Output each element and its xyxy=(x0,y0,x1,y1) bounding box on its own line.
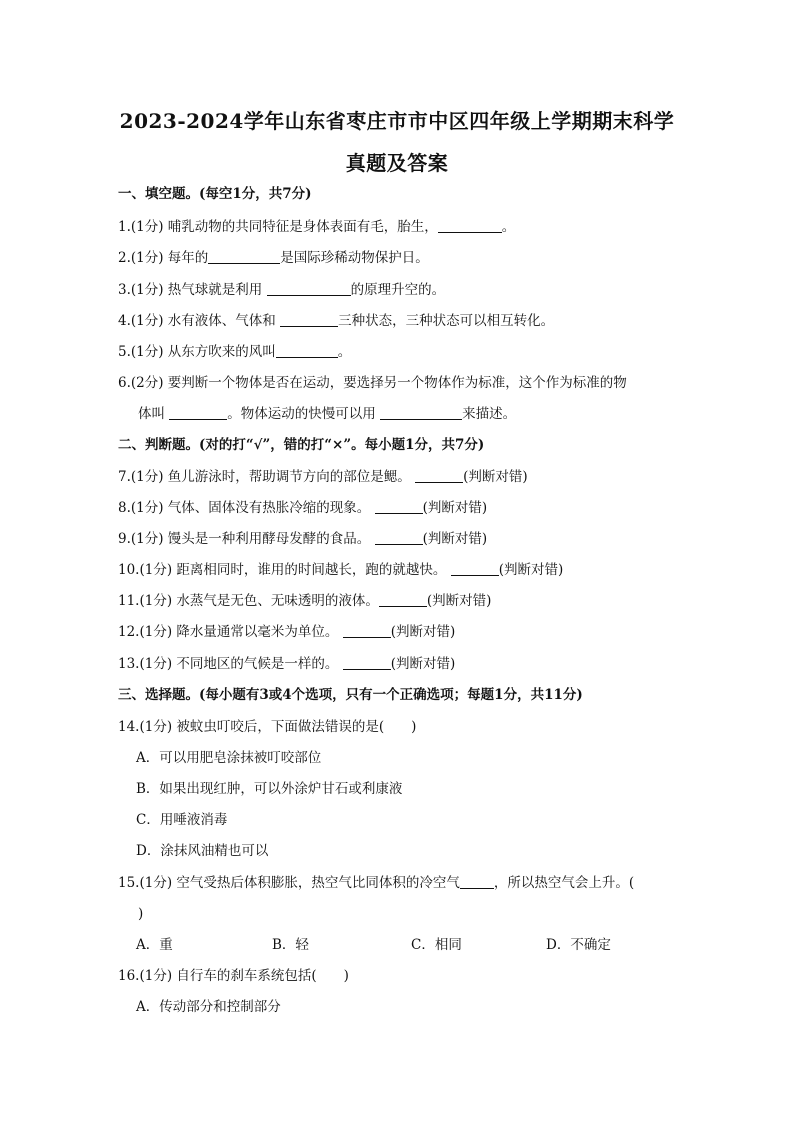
judge-label: (判断对错) xyxy=(426,593,492,609)
answer-blank[interactable] xyxy=(208,249,280,264)
question-13 xyxy=(118,655,455,673)
question-15-option-d[interactable]: D．不确定 xyxy=(546,937,611,953)
question-10-text: 10.(1分) 距离相同时，谁用的时间越长，跑的就越快。 xyxy=(118,562,451,578)
question-1 xyxy=(118,218,515,236)
judge-label: (判断对错) xyxy=(390,624,456,640)
question-6-text-c: 来描述。 xyxy=(462,406,517,422)
question-15-text: 15.(1分) 空气受热后体积膨胀，热空气比同体积的冷空气 xyxy=(118,875,460,891)
judge-label: (判断对错) xyxy=(422,531,488,547)
question-15-stem-line-2: ) xyxy=(138,906,144,922)
question-7-text: 7.(1分) 鱼儿游泳时，帮助调节方向的部位是鳃。 xyxy=(118,469,416,485)
answer-blank[interactable] xyxy=(343,623,391,638)
question-12 xyxy=(118,623,455,641)
answer-blank[interactable] xyxy=(380,405,462,420)
question-9 xyxy=(118,530,487,548)
question-4 xyxy=(118,312,554,330)
answer-blank[interactable] xyxy=(438,218,502,233)
section-2-heading: 二、判断题。(对的打“√”，错的打“×”。每小题1分，共7分) xyxy=(118,437,485,453)
question-5 xyxy=(118,343,351,361)
question-3 xyxy=(118,281,445,299)
answer-blank[interactable] xyxy=(451,561,499,576)
question-8-text: 8.(1分) 气体、固体没有热胀冷缩的现象。 xyxy=(118,500,375,516)
question-3-text: 3.(1分) 热气球就是利用 xyxy=(118,282,267,298)
answer-blank[interactable] xyxy=(267,281,351,296)
answer-blank[interactable] xyxy=(460,874,494,889)
question-13-text: 13.(1分) 不同地区的气候是一样的。 xyxy=(118,656,343,672)
question-14-option-a[interactable]: A．可以用肥皂涂抹被叮咬部位 xyxy=(136,750,322,766)
judge-label: (判断对错) xyxy=(463,469,528,485)
question-1-end: 。 xyxy=(501,219,516,235)
question-15-option-a[interactable]: A．重 xyxy=(136,937,173,953)
question-4-end: 三种状态，三种状态可以相互转化。 xyxy=(338,313,555,329)
question-3-end: 的原理升空的。 xyxy=(350,282,446,298)
answer-blank[interactable] xyxy=(379,592,427,607)
question-16-stem: 16.(1分) 自行车的刹车系统包括( ) xyxy=(118,968,349,984)
answer-blank[interactable] xyxy=(276,343,338,358)
answer-blank[interactable] xyxy=(375,530,423,545)
question-6-text-a: 体叫 xyxy=(138,406,170,422)
question-5-text: 5.(1分) 从东方吹来的风叫 xyxy=(118,344,276,360)
judge-label: (判断对错) xyxy=(498,562,564,578)
question-2-text: 2.(1分) 每年的 xyxy=(118,250,209,266)
question-2 xyxy=(118,249,429,267)
question-14-option-b[interactable]: B．如果出现红肿，可以外涂炉甘石或利康液 xyxy=(136,781,403,797)
question-6-line-1: 6.(2分) 要判断一个物体是否在运动，要选择另一个物体作为标准，这个作为标准的物 xyxy=(118,375,627,391)
question-11-text: 11.(1分) 水蒸气是无色、无味透明的液体。 xyxy=(118,593,379,609)
answer-blank[interactable] xyxy=(169,405,227,420)
title-line-1: 2023-2024学年山东省枣庄市市中区四年级上学期期末科学 xyxy=(119,109,675,133)
question-15-end: ，所以热空气会上升。( xyxy=(493,875,635,891)
answer-blank[interactable] xyxy=(415,468,463,483)
answer-blank[interactable] xyxy=(280,312,338,327)
question-2-end: 是国际珍稀动物保护日。 xyxy=(280,250,429,266)
question-5-end: 。 xyxy=(337,344,352,360)
question-16-option-a[interactable]: A．传动部分和控制部分 xyxy=(136,999,281,1015)
question-8 xyxy=(118,499,487,517)
answer-blank[interactable] xyxy=(343,655,391,670)
question-9-text: 9.(1分) 馒头是一种利用酵母发酵的食品。 xyxy=(118,531,375,547)
question-6-line-2 xyxy=(138,405,516,423)
question-15-option-b[interactable]: B．轻 xyxy=(272,937,309,953)
question-14-option-d[interactable]: D．涂抹风油精也可以 xyxy=(136,843,269,859)
question-15-option-c[interactable]: C．相同 xyxy=(411,937,462,953)
question-14-stem: 14.(1分) 被蚊虫叮咬后，下面做法错误的是( ) xyxy=(118,719,417,735)
section-1-heading: 一、填空题。(每空1分，共7分) xyxy=(118,186,312,202)
question-4-text: 4.(1分) 水有液体、气体和 xyxy=(118,313,281,329)
question-15-stem xyxy=(118,874,634,892)
title-line-2: 真题及答案 xyxy=(345,151,449,175)
question-14-option-c[interactable]: C．用唾液消毒 xyxy=(136,812,228,828)
judge-label: (判断对错) xyxy=(390,656,456,672)
answer-blank[interactable] xyxy=(375,499,423,514)
section-3-heading: 三、选择题。(每小题有3或4个选项，只有一个正确选项；每题1分，共11分) xyxy=(118,687,583,703)
question-7 xyxy=(118,468,528,486)
question-10 xyxy=(118,561,563,579)
judge-label: (判断对错) xyxy=(422,500,488,516)
question-6-text-b: 。物体运动的快慢可以用 xyxy=(227,406,381,422)
question-12-text: 12.(1分) 降水量通常以毫米为单位。 xyxy=(118,624,343,640)
question-11 xyxy=(118,592,491,610)
question-1-text: 1.(1分) 哺乳动物的共同特征是身体表面有毛，胎生， xyxy=(118,219,438,235)
